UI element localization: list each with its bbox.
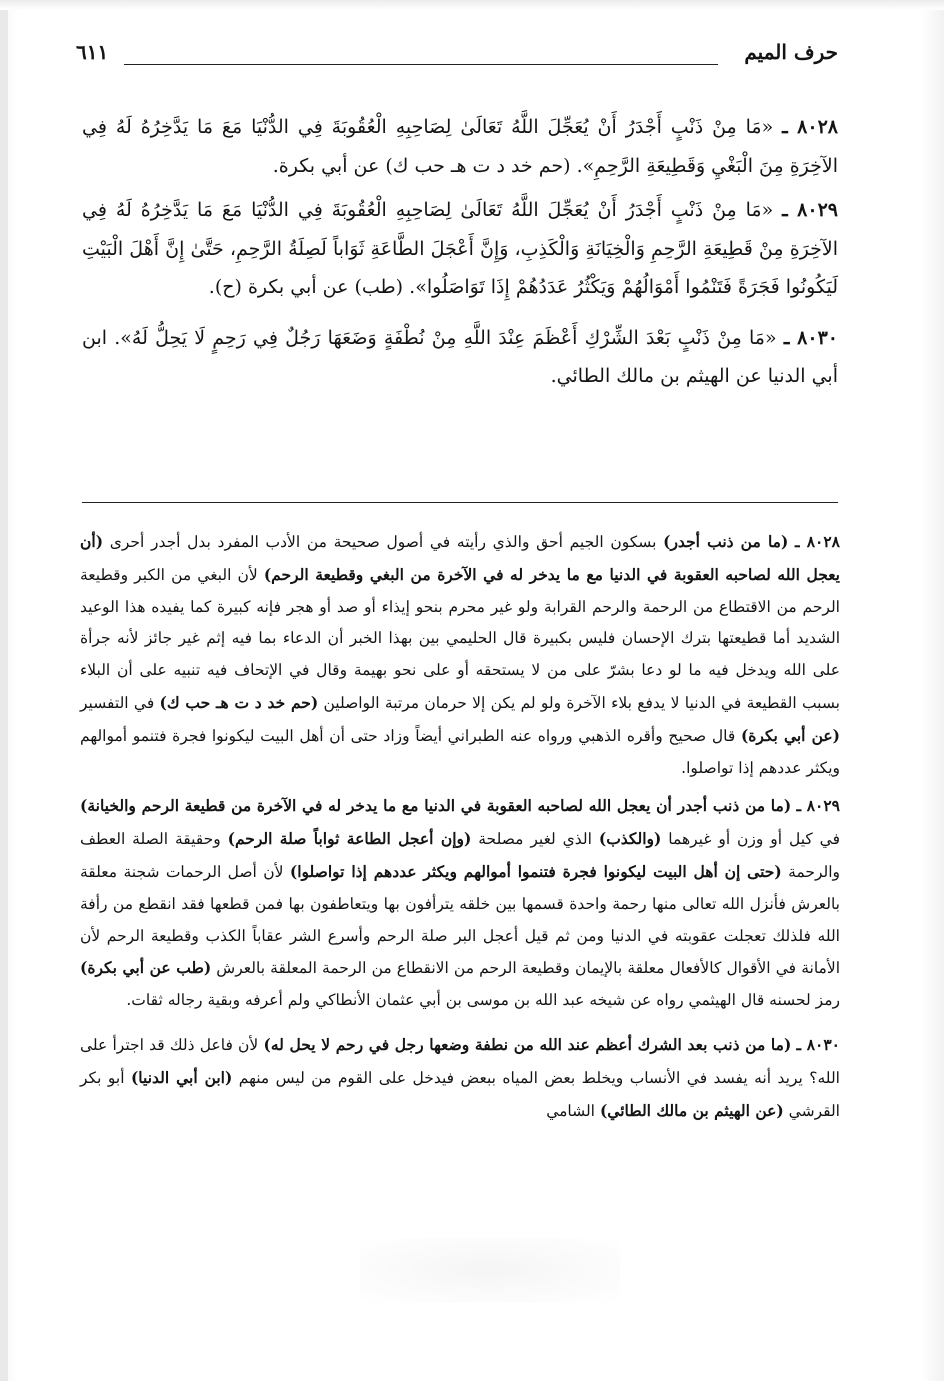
sharh-text: في كيل أو وزن أو غيرهما bbox=[668, 830, 840, 849]
sharh-text: الذي لغير مصلحة bbox=[478, 830, 592, 849]
sharh-text: لأن البغي من الكبر وقطيعة الرحم من الاقتطاع من الرحمة والرحم القرابة ولو غير محرم بنحو إيذاء أو صد أو هجر فإنه كبيرة كما يفيده هذا الوعيد الشديد أما قطيعتها بترك الإحسان فليس بكبيرة قال الحليمي بين بهذا الخبر أن الدعاء بما فيه إثم غير جائز لأنه جرأة على الله ويدخل فيه ما لو دعا بشرّ على من لا يستحقه أو على نحو بهيمة وقال في الإتحاف فيه تنبيه على أن البلاء بسبب القطيعة في الدنيا لا يدفع بلاء الآخرة ولو لم يكن إلا حرمان مرتبة الواصلين bbox=[80, 565, 840, 712]
sharh-text: لأن فاعل ذلك قد اجترأ على الله؟ يريد أنه يفسد في الأنساب ويخلط بعض المياه ببعض فيدخل على القوم من ليس منهم bbox=[80, 1035, 840, 1087]
matn-quote: (حتى إن أهل البيت ليكونوا فجرة فتنموا أموالهم ويكثر عددهم إذا تواصلوا) bbox=[289, 861, 782, 881]
commentary-text bbox=[80, 526, 840, 1133]
commentary-8030 bbox=[80, 1029, 840, 1127]
commentary-number: ٨٠٣٠ ـ bbox=[796, 1034, 841, 1054]
sharh-text: الشامي bbox=[546, 1101, 595, 1120]
scan-edge-top bbox=[0, 0, 944, 10]
hadith-body: «مَا مِنْ ذَنْبٍ أَجْدَرُ أَنْ يُعَجِّلَ اللَّهُ تَعَالَىٰ لِصَاحِبِهِ الْعُقُوبَةَ فِي الدُّنْيَا مَعَ مَا يَدَّخِرُهُ لَهُ فِي الآخِرَةِ مِنَ الْبَغْيِ وَقَطِيعَةِ الرَّحِمِ». bbox=[82, 116, 838, 177]
sharh-text: رمز لحسنه قال الهيثمي رواه عن شيخه عبد الله بن موسى بن أبي عثمان الأنطاكي ولم أعرفه وبقية رجاله ثقات. bbox=[126, 991, 840, 1010]
sharh-text: لأن أصل الرحمات شجنة معلقة بالعرش فأنزل الله تعالى منها رحمة واحدة قسمها بين خلقه يترأفون بها ويتعاطفون بها فمن قطعها فقد انقطع من رأفة الله فلذلك تعجلت عقوبته في الدنيا ومن ثم قيل أعجل البر صلة الرحم وأسرع الشر عقاباً الكذب وقطيعة الرحم لأن الأمانة في الأقوال كالأفعال معلقة بالإيمان وقطيعة الرحم من الانقطاع من الرحمة المعلقة بالعرش bbox=[80, 862, 841, 978]
sharh-text: وحقيقة الصلة العطف والرحمة bbox=[80, 830, 841, 881]
matn-quote: (عن أبي بكرة) bbox=[740, 725, 840, 745]
matn-quote: (طب عن أبي بكرة) bbox=[80, 958, 212, 978]
sharh-text: بسكون الجيم أحق والذي رأيته في أصول صحيحة من الأدب المفرد بدل أجدر أحرى bbox=[109, 533, 657, 551]
commentary-8028 bbox=[80, 526, 840, 784]
hadith-number: ٨٠٢٩ ـ bbox=[782, 199, 838, 221]
commentary-8029 bbox=[80, 790, 840, 1017]
sharh-text: في التفسير bbox=[80, 693, 155, 712]
matn-quote: (عن الهيثم بن مالك الطائي) bbox=[599, 1100, 784, 1120]
matn-quote: (ما من ذنب أجدر) bbox=[663, 532, 789, 551]
sharh-text: أبو بكر القرشي bbox=[80, 1068, 840, 1120]
sharh-text: قال صحيح وأقره الذهبي ورواه عنه الطبراني أيضاً وزاد حتى أن أهل البيت ليكونوا فجرة فتنمو أموالهم ويكثر عددهم إذا تواصلوا. bbox=[80, 726, 840, 777]
footnote-divider bbox=[82, 502, 838, 503]
matn-quote: (ما من ذنب بعد الشرك أعظم عند الله من نطفة وضعها رجل في رحم لا يحل له) bbox=[263, 1034, 792, 1054]
hadith-text bbox=[82, 108, 838, 402]
matn-quote: (أن يعجل الله لصاحبه العقوبة في الدنيا مع ما يدخر له في الآخرة من البغي وقطيعة الرحم) bbox=[80, 532, 840, 584]
matn-quote: (ابن أبي الدنيا) bbox=[130, 1067, 233, 1087]
header-rule bbox=[124, 64, 718, 65]
commentary-number: ٨٠٢٩ ـ bbox=[796, 796, 841, 816]
hadith-source: ابن أبي الدنيا عن الهيثم بن مالك الطائي. bbox=[82, 326, 838, 387]
page-number: ٦١١ bbox=[76, 40, 109, 64]
hadith-8030 bbox=[82, 319, 838, 396]
hadith-source: (حم خد د ت هـ حب ك) عن أبي بكرة. bbox=[272, 154, 571, 177]
hadith-body: «مَا مِنْ ذَنْبٍ أَجْدَرُ أَنْ يُعَجِّلَ اللَّهُ تَعَالَىٰ لِصَاحِبِهِ الْعُقُوبَةَ فِي الدُّنْيَا مَعَ مَا يَدَّخِرُهُ لَهُ فِي الآخِرَةِ مِنْ قَطِيعَةِ الرَّحِمِ وَالْخِيَانَةِ وَالْكَذِبِ، وَإِنَّ أَعْجَلَ الطَّاعَةِ ثَوَاباً لَصِلَةُ الرَّحِمِ، حَتَّىٰ إِنَّ أَهْلَ الْبَيْتِ لَيَكُونُوا فَجَرَةً فَتَنْمُوا أَمْوَالُهُمْ وَيَكْثُرُ عَدَدُهُمْ إِذَا تَوَاصَلُوا». bbox=[82, 199, 838, 298]
matn-quote: (ما من ذنب أجدر أن يعجل الله لصاحبه العقوبة في الدنيا مع ما يدخر له في الآخرة من قطيعة الرحم والخيانة) bbox=[80, 796, 792, 816]
running-header bbox=[76, 40, 838, 80]
hadith-number: ٨٠٢٨ ـ bbox=[782, 116, 838, 138]
scan-edge-left bbox=[0, 0, 8, 1381]
hadith-source: (طب) عن أبي بكرة (ح). bbox=[208, 276, 404, 298]
hadith-number: ٨٠٣٠ ـ bbox=[783, 326, 838, 349]
hadith-body: «مَا مِنْ ذَنْبٍ بَعْدَ الشِّرْكِ أَعْظَمَ عِنْدَ اللَّهِ مِنْ نُطْفَةٍ وَضَعَهَا رَجُلٌ فِي رَحِمٍ لَا يَحِلُّ لَهُ». bbox=[114, 326, 777, 349]
matn-quote: (حم خد د ت هـ حب ك) bbox=[159, 692, 319, 712]
hadith-8029 bbox=[82, 191, 838, 307]
matn-quote: (وإن أعجل الطاعة ثواباً صلة الرحم) bbox=[227, 829, 472, 849]
scan-smudge bbox=[360, 1238, 620, 1302]
commentary-number: ٨٠٢٨ ـ bbox=[795, 532, 841, 551]
matn-quote: (والكذب) bbox=[598, 829, 662, 849]
hadith-8028 bbox=[82, 108, 838, 185]
chapter-title: حرف الميم bbox=[744, 40, 838, 64]
